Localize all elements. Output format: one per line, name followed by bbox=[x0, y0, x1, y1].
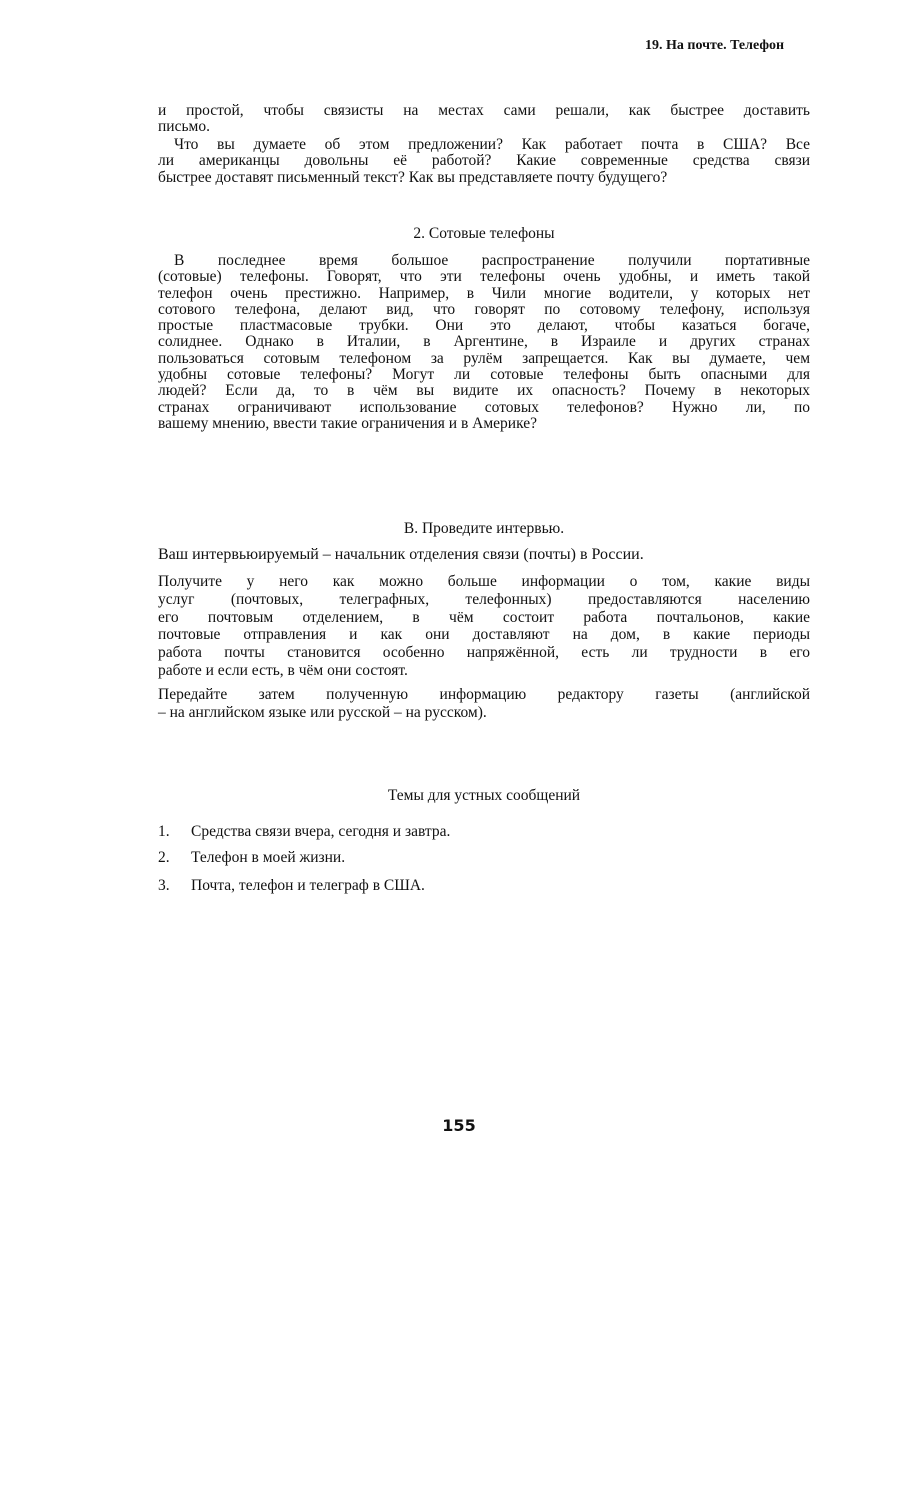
topic-text: Телефон в моей жизни. bbox=[191, 849, 346, 866]
intro-paragraph-1 bbox=[158, 103, 810, 136]
section-2-title: 2. Сотовые телефоны bbox=[413, 225, 555, 242]
topic-number: 2. bbox=[158, 849, 170, 866]
text-line: и простой, чтобы связисты на местах сами решали, как быстрее доставить bbox=[158, 102, 810, 119]
text-line: телефон очень престижно. Например, в Чили многие водители, у которых нет bbox=[158, 284, 810, 302]
text-line: удобны сотовые телефоны? Могут ли сотовые телефоны быть опасными для bbox=[158, 366, 810, 384]
text-line: Получите у него как можно больше информации о том, какие виды bbox=[158, 573, 810, 590]
topic-item bbox=[158, 823, 450, 841]
text-line: услуг (почтовых, телеграфных, телефонных) предоставляются населению bbox=[158, 590, 810, 608]
text-line: людей? Если да, то в чём вы видите их опасность? Почему в некоторых bbox=[158, 382, 810, 400]
text-line: Что вы думаете об этом предложении? Как работает почта в США? Все bbox=[174, 136, 810, 153]
text-line: – на английском языке или русской – на русском). bbox=[158, 704, 487, 721]
topic-text: Почта, телефон и телеграф в США. bbox=[191, 877, 425, 894]
text-line: Передайте затем полученную информацию редактору газеты (английской bbox=[158, 686, 810, 703]
text-line: солиднее. Однако в Италии, в Аргентине, в Израиле и других странах bbox=[158, 333, 810, 351]
text-line: вашему мнению, ввести такие ограничения и в Америке? bbox=[158, 414, 537, 432]
topic-item bbox=[158, 877, 425, 895]
text-line: простые пластмасовые трубки. Они это делают, чтобы казаться богаче, bbox=[158, 317, 810, 335]
topic-number: 3. bbox=[158, 877, 170, 894]
intro-paragraph-2 bbox=[158, 137, 810, 186]
text-line: ли американцы довольны её работой? Какие современные средства связи bbox=[158, 152, 810, 170]
topic-number: 1. bbox=[158, 823, 170, 840]
topics-title: Темы для устных сообщений bbox=[387, 787, 581, 804]
running-header: 19. На почте. Телефон bbox=[645, 38, 785, 53]
section-b-intro: Ваш интервьюируемый – начальник отделения связи (почты) в России. bbox=[158, 546, 644, 563]
section-b-paragraph-2 bbox=[158, 686, 810, 722]
text-line: работа почты становится особенно напряжённой, есть ли трудности в его bbox=[158, 644, 810, 662]
page-number: 155 bbox=[442, 1116, 476, 1135]
text-line: быстрее доставят письменный текст? Как вы представляете почту будущего? bbox=[158, 168, 668, 186]
section-b-title: B. Проведите интервью. bbox=[403, 520, 565, 537]
topic-text: Средства связи вчера, сегодня и завтра. bbox=[191, 823, 451, 840]
section-2-paragraph bbox=[158, 253, 810, 432]
text-line: письмо. bbox=[158, 118, 210, 136]
text-line: В последнее время большое распространение получили портативные bbox=[174, 252, 810, 269]
text-line: странах ограничивают использование сотовых телефонов? Нужно ли, по bbox=[158, 398, 810, 416]
text-line: сотового телефона, делают вид, что говорят по сотовому телефону, используя bbox=[158, 300, 810, 318]
topic-item bbox=[158, 849, 345, 867]
section-b-paragraph-1 bbox=[158, 573, 810, 680]
text-line: пользоваться сотовым телефоном за рулём запрещается. Как вы думаете, чем bbox=[158, 349, 810, 367]
text-line: почтовые отправления и как они доставляют на дом, в какие периоды bbox=[158, 626, 810, 644]
text-line: (сотовые) телефоны. Говорят, что эти телефоны очень удобны, и иметь такой bbox=[158, 268, 810, 286]
text-line: работе и если есть, в чём они состоят. bbox=[158, 661, 408, 679]
text-line: его почтовым отделением, в чём состоит работа почтальонов, какие bbox=[158, 608, 810, 626]
